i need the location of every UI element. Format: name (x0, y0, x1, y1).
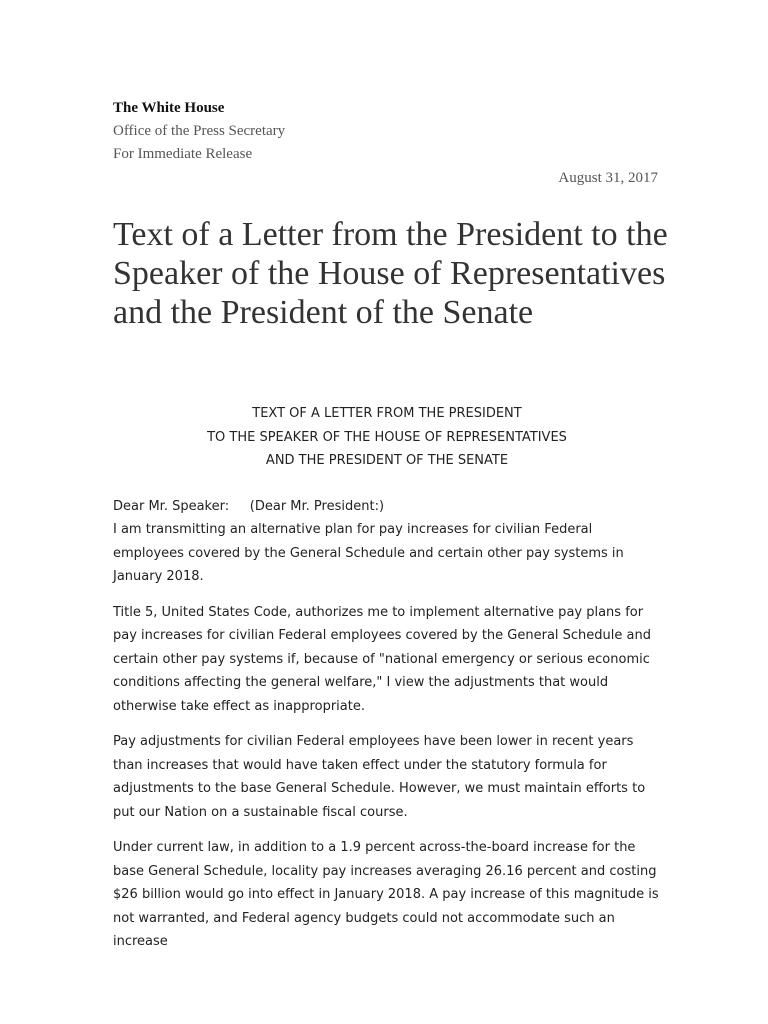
release-note: For Immediate Release (113, 146, 253, 162)
letter-paragraph: Pay adjustments for civilian Federal employees have been lower in recent years than increases that would have taken effect under the statutory formula for adjustments to the base General Schedule. However, we must maintain efforts to put our Nation on a sustainable fiscal course. (113, 734, 646, 820)
salutation: Dear Mr. Speaker: (Dear Mr. President:) (113, 498, 385, 514)
letter-body (113, 402, 661, 966)
organization-name: The White House (113, 100, 225, 116)
letter-paragraph: Title 5, United States Code, authorizes me to implement alternative pay plans for pay increases for civilian Federal employees covered by the General Schedule and certain other pay systems if, because of "national emergency or serious economic conditions affecting the general welfare," I view the adjustments that would otherwise take effect as inappropriate. (113, 604, 651, 714)
release-date: August 31, 2017 (558, 170, 658, 186)
letter-paragraph: Under current law, in addition to a 1.9 percent across-the-board increase for the base General Schedule, locality pay increases averaging 26.16 percent and costing $26 billion would go into effect in January 2018. A pay increase of this magnitude is not warranted, and Federal agency budgets could not accommodate such an increase (113, 840, 659, 949)
caps-heading (113, 402, 661, 473)
office-name: Office of the Press Secretary (113, 123, 286, 139)
press-release-header (113, 97, 658, 190)
page-title: Text of a Letter from the President to the Speaker of the House of Representatives and the President of the Senate (113, 216, 668, 331)
caps-heading-line: AND THE PRESIDENT OF THE SENATE (265, 453, 509, 468)
letter-paragraph: I am transmitting an alternative plan for pay increases for civilian Federal employees covered by the General Schedule and certain other pay systems in January 2018. (113, 522, 624, 584)
caps-heading-line: TO THE SPEAKER OF THE HOUSE OF REPRESENTATIVES (207, 429, 567, 445)
caps-heading-line: TEXT OF A LETTER FROM THE PRESIDENT (252, 406, 522, 421)
